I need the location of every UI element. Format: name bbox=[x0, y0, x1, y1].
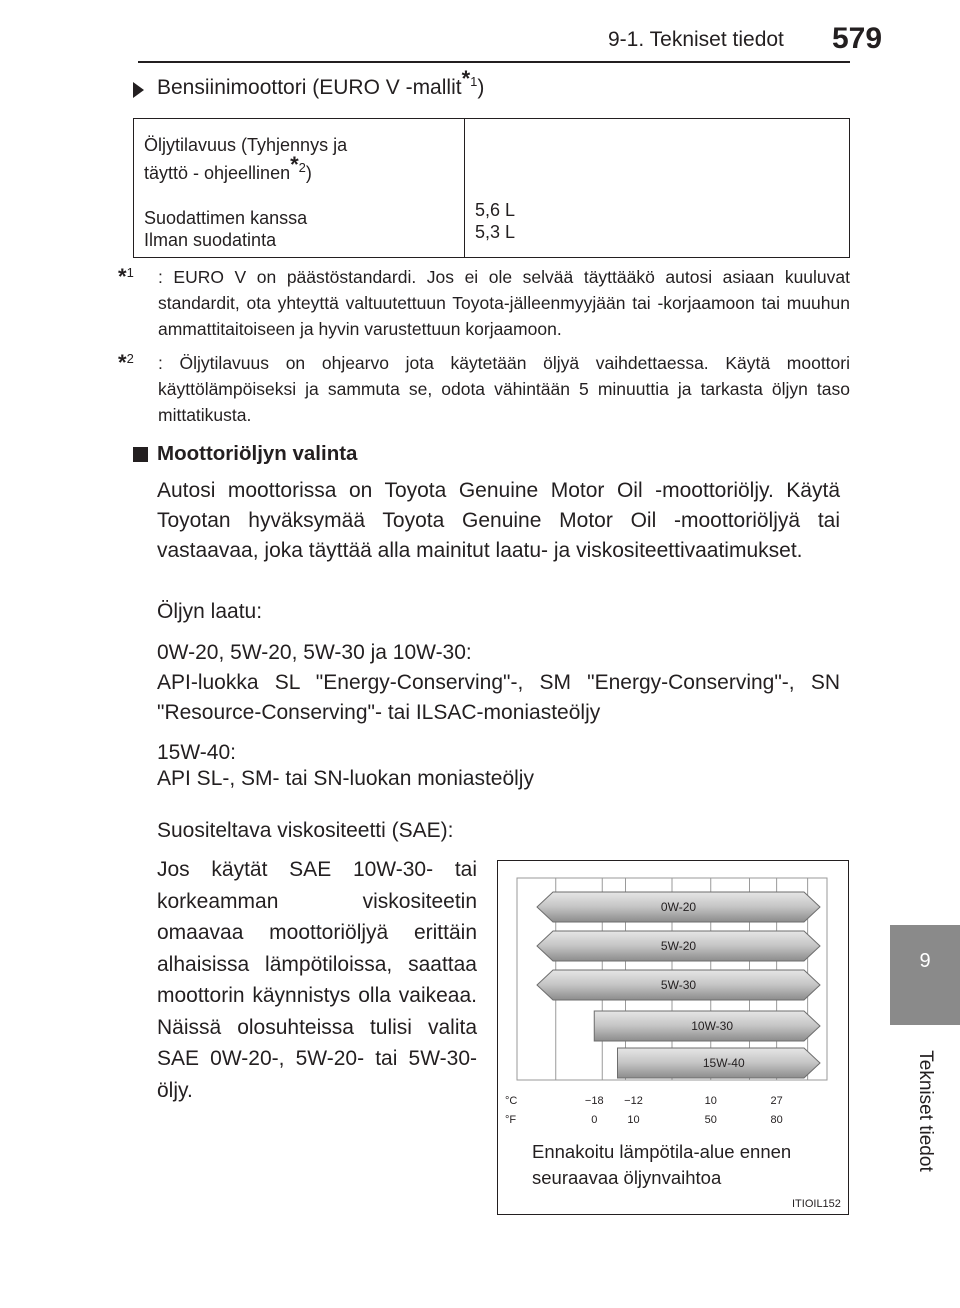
asterisk-mark: * bbox=[118, 350, 127, 375]
bar-label: 10W-30 bbox=[691, 1019, 734, 1033]
chart-ticks bbox=[505, 1095, 783, 1126]
chart-caption: Ennakoitu lämpötila-alue ennen seuraavaa öljynvaihtoa bbox=[532, 1141, 792, 1188]
chapter-label: Tekniset tiedot bbox=[915, 1050, 936, 1172]
celsius-tick: −18 bbox=[584, 1095, 604, 1107]
fahrenheit-tick: 50 bbox=[704, 1114, 717, 1126]
asterisk-mark: * bbox=[118, 264, 127, 289]
celsius-unit: °C bbox=[505, 1095, 518, 1107]
cold-start-note: Jos käytät SAE 10W-30- tai korkeamman viskositeetin omaavaa moottoriöljyä erittäin alhaisissa lämpötiloissa, saattaa moottorin käynnistys olla vaikeaa. Näissä olosuhteissa tulisi valita SAE 0W-20-, 5W-20- tai 5W-30-öljy. bbox=[157, 858, 477, 1102]
oil-quality-label: Öljyn laatu: bbox=[157, 600, 263, 623]
fahrenheit-tick: 80 bbox=[770, 1114, 783, 1126]
spec-a: API-luokka SL "Energy-Conserving"-, SM "Energy-Conserving"-, SN "Resource-Conserving"- tai ILSAC-moniasteöljy bbox=[157, 671, 840, 724]
footnote-text: : EURO V on päästöstandardi. Jos ei ole selvää täyttääkö autosi asiaan kuuluvat standardit, ota yhteyttä valtuutettuun Toyota-jälleenmyyjään tai -korjaamoon tai muuhun ammattitaitoiseen ja hyvin varustettuun korjaamoon. bbox=[158, 267, 850, 339]
chart-bars bbox=[537, 892, 820, 1078]
viscosity-chart bbox=[497, 860, 849, 1140]
engine-heading bbox=[157, 66, 485, 100]
footnote-2 bbox=[118, 350, 850, 430]
footnote-1 bbox=[118, 264, 850, 344]
bar-label: 0W-20 bbox=[660, 900, 697, 914]
bar-label: 15W-40 bbox=[702, 1056, 745, 1070]
table-value-cell bbox=[465, 119, 850, 258]
chapter-label-box bbox=[890, 1025, 960, 1197]
celsius-tick: 10 bbox=[704, 1095, 717, 1107]
square-bullet-icon bbox=[133, 447, 148, 462]
fahrenheit-unit: °F bbox=[505, 1114, 517, 1126]
footnote-text: : Öljytilavuus on ohjearvo jota käytetään öljyä vaihdettaessa. Käytä moottori käyttölämpöiseksi ja sammuta se, odota vähintään 5 minuuttia ja tarkasta öljyn taso mittatikusta. bbox=[158, 353, 850, 425]
value-with-filter: 5,6 L bbox=[475, 200, 516, 220]
section-title: 9-1. Tekniset tiedot bbox=[608, 28, 784, 51]
page-number: 579 bbox=[832, 22, 883, 55]
engine-heading-end: ) bbox=[477, 76, 485, 99]
engine-heading-text: Bensiinimoottori (EURO V -mallit bbox=[157, 76, 462, 99]
fahrenheit-tick: 10 bbox=[627, 1114, 640, 1126]
asterisk-mark: * bbox=[290, 152, 299, 177]
header-rule bbox=[138, 61, 850, 63]
grades-a: 0W-20, 5W-20, 5W-30 ja 10W-30: bbox=[157, 641, 472, 664]
footnote-number: 1 bbox=[126, 265, 134, 281]
fahrenheit-tick: 0 bbox=[591, 1114, 598, 1126]
celsius-tick: −12 bbox=[624, 1095, 643, 1107]
bar-label: 5W-30 bbox=[660, 978, 697, 992]
table-label-cell bbox=[134, 119, 465, 258]
footnote-mark bbox=[118, 264, 134, 291]
asterisk-mark: * bbox=[461, 66, 471, 91]
oil-selection-heading: Moottoriöljyn valinta bbox=[157, 442, 358, 465]
item-label-with-filter: Suodattimen kanssa bbox=[144, 208, 308, 228]
row-title-line2: täyttö - ohjeellinen bbox=[144, 163, 291, 183]
bar-label: 5W-20 bbox=[660, 939, 697, 953]
triangle-bullet-icon bbox=[133, 82, 144, 98]
footnote-ref: 2 bbox=[298, 160, 306, 175]
footnote-number: 2 bbox=[126, 351, 134, 367]
oil-intro: Autosi moottorissa on Toyota Genuine Motor Oil -moottoriöljy. Käytä Toyotan hyväksymää Toyota Genuine Motor Oil -moottoriöljyä tai vastaavaa, joka täyttää alla mainitut laatu- ja viskositeettivaatimukset. bbox=[157, 479, 840, 562]
footnote-ref: 1 bbox=[470, 74, 478, 89]
chapter-tab bbox=[890, 925, 960, 1015]
chapter-tab-divider bbox=[890, 1015, 960, 1025]
row-title-end: ) bbox=[305, 163, 312, 183]
value-without-filter: 5,3 L bbox=[475, 222, 516, 242]
spec-b: API SL-, SM- tai SN-luokan moniasteöljy bbox=[157, 767, 534, 790]
celsius-tick: 27 bbox=[770, 1095, 783, 1107]
grades-b: 15W-40: bbox=[157, 741, 236, 764]
viscosity-label: Suositeltava viskositeetti (SAE): bbox=[157, 819, 454, 842]
chapter-number: 9 bbox=[919, 950, 931, 972]
row-title-line1: Öljytilavuus (Tyhjennys ja bbox=[144, 135, 348, 155]
footnote-mark bbox=[118, 350, 134, 377]
oil-capacity-table bbox=[133, 118, 850, 258]
item-label-without-filter: Ilman suodatinta bbox=[144, 230, 277, 250]
figure-code: ITIOIL152 bbox=[792, 1198, 841, 1210]
